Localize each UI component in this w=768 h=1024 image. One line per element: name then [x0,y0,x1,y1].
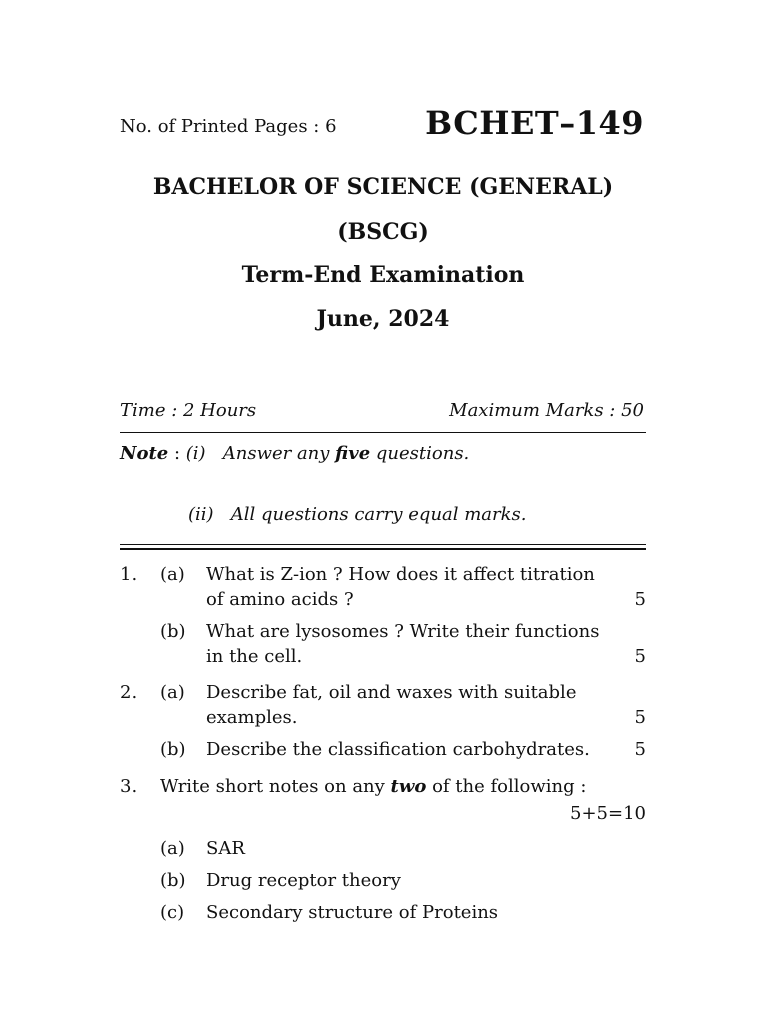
question-marks: 5+5=10 [570,803,646,824]
question-number: 3. [120,776,138,797]
question-text-line: Describe fat, oil and waxes with suitable [206,682,577,703]
time-marks-row [120,400,646,426]
question-text-line [206,737,646,762]
note-item-number: (ii) [188,504,214,525]
question-text: Secondary structure of Proteins [206,902,499,923]
question-text: Drug receptor theory [206,870,401,891]
question-number: 1. [120,564,138,585]
sub-question-label: (a) [160,564,185,585]
note-item-1 [120,443,646,464]
sub-question-label: (b) [160,621,186,642]
question-number: 2. [120,682,138,703]
question-text [206,680,646,730]
exam-title: Term-End Examination [241,262,525,288]
question-text-line-content: in the cell. [206,646,303,667]
sub-question-label: (a) [160,682,185,703]
question-text-line-content: Describe the classification carbohydrates. [206,739,590,760]
question-marks: 5 [634,739,646,760]
note-item-text: All questions carry equal marks. [230,504,527,525]
question-text-pre: Write short notes on any [160,776,391,797]
question-text [206,562,646,612]
question-text [160,774,646,799]
question-text: SAR [206,838,245,859]
question-marks: 5 [634,707,646,728]
question-marks: 5 [634,646,646,667]
question-text-emphasis: two [390,776,427,797]
sub-question-label: (a) [160,838,185,859]
note-item-number: (i) [185,443,206,464]
question-text-line [206,705,646,730]
note-colon: : [168,443,186,464]
divider-double-top [120,544,646,545]
sub-question-label: (b) [160,870,186,891]
time-allowed: Time : 2 Hours [120,400,257,421]
exam-session: June, 2024 [316,306,450,332]
printed-pages-count: No. of Printed Pages : 6 [120,116,337,137]
program-title: BACHELOR OF SCIENCE (GENERAL) [152,174,614,200]
sub-question-label: (b) [160,739,186,760]
question-text-line: What are lysosomes ? Write their functions [206,621,600,642]
question-text-post: of the following : [426,776,587,797]
note-text-pre: Answer any [222,443,336,464]
question-text-line-content: examples. [206,707,298,728]
question-text [206,619,646,669]
note-text-emphasis: five [335,443,371,464]
question-marks: 5 [634,589,646,610]
exam-page [120,0,646,1024]
note-text-post: questions. [370,443,470,464]
note-item-2-wrap [188,504,527,525]
question-text-line-content: of amino acids ? [206,589,354,610]
question-text-line [206,644,646,669]
note-item-text [223,443,470,464]
program-code: (BSCG) [337,219,429,245]
question-text-line: What is Z-ion ? How does it affect titration [206,564,595,585]
sub-question-label: (c) [160,902,185,923]
divider-double-bottom [120,548,646,550]
note-label: Note [120,443,169,464]
question-text [206,737,646,762]
divider-line [120,432,646,433]
header-row [120,104,646,148]
paper-code: BCHET–149 [425,104,644,142]
maximum-marks: Maximum Marks : 50 [449,400,644,421]
question-text-line [206,587,646,612]
